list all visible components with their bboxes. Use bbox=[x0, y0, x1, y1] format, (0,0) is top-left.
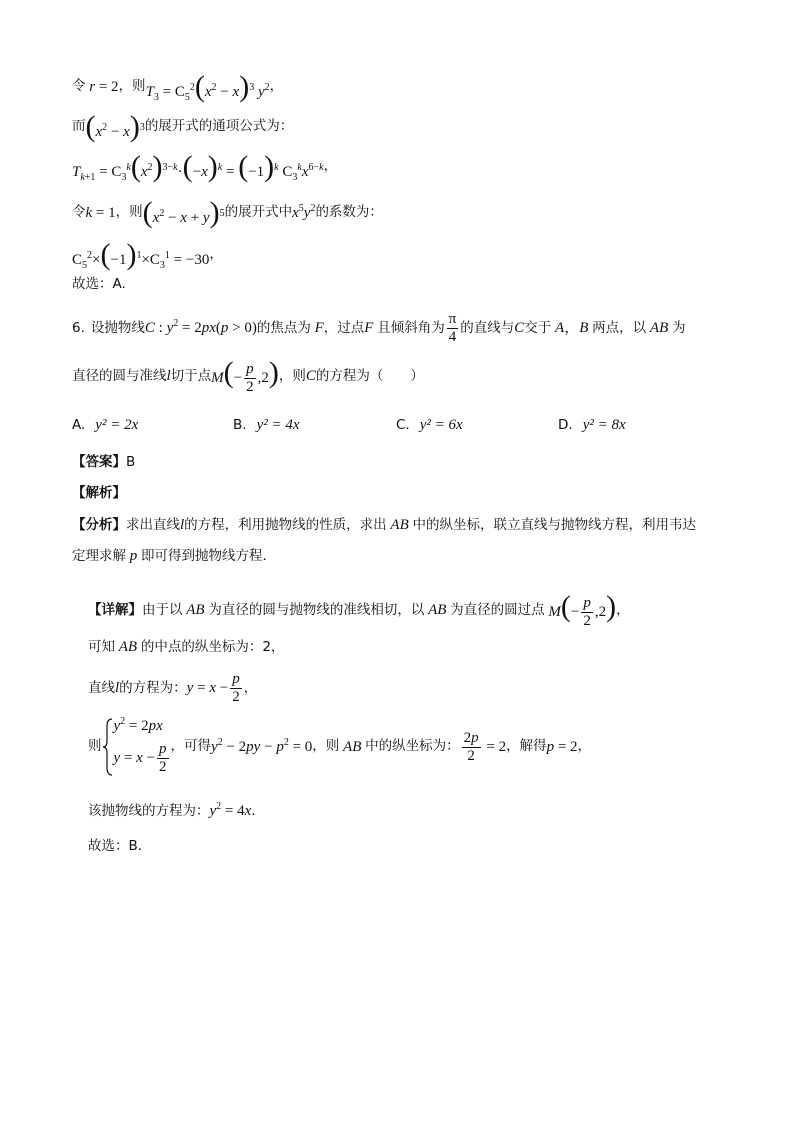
text: 的系数为： bbox=[315, 204, 383, 221]
text: 的展开式中 bbox=[224, 204, 293, 221]
option-expr: y² = 4x bbox=[256, 417, 300, 433]
option-expr: y² = 6x bbox=[419, 417, 463, 433]
math-AB: AB bbox=[115, 639, 141, 655]
math-l: l bbox=[166, 368, 171, 385]
text: ，过点 bbox=[323, 319, 365, 336]
detail-line-2 bbox=[88, 640, 284, 655]
math-x5y2: $x^5y^2$ bbox=[292, 202, 316, 221]
math-pi-over-4: $\frac{\pi}{4}$ bbox=[448, 311, 457, 345]
math-line-eq: y = x − $\frac{p}{2}$ bbox=[186, 671, 240, 705]
text: 的直线与 bbox=[460, 319, 515, 336]
text: ， bbox=[209, 246, 223, 263]
detail-line-3 bbox=[88, 672, 257, 705]
fenxi-tag: 【分析】 bbox=[72, 516, 126, 533]
answer-tag: 【答案】 bbox=[72, 454, 126, 470]
math-l: l bbox=[180, 517, 185, 533]
option-a bbox=[72, 418, 138, 433]
text: ，则 bbox=[312, 738, 340, 755]
math-F: F bbox=[310, 320, 324, 336]
math-quadratic: $y^2 - 2py - p^2 = 0$ bbox=[211, 736, 313, 755]
analysis-line-2 bbox=[72, 549, 276, 564]
analysis-line-1 bbox=[72, 518, 696, 533]
math-F: F bbox=[364, 320, 378, 336]
math-x2-x-y-5: $(x^2 - x + y)^5$ bbox=[142, 196, 225, 229]
text: 为 bbox=[671, 319, 686, 336]
line-general-term bbox=[72, 152, 337, 182]
text: ， bbox=[323, 158, 338, 175]
detail-line-6 bbox=[88, 840, 151, 854]
text: 为直径的圆与抛物线的准线相切，以 bbox=[208, 601, 425, 618]
math-AB: AB bbox=[182, 602, 209, 619]
text: 该抛物线的方程为： bbox=[88, 802, 210, 819]
math-A-B: A，B bbox=[551, 320, 593, 336]
text: 的方程，利用抛物线的性质，求出 bbox=[184, 516, 387, 533]
option-label: A. bbox=[72, 416, 86, 433]
text: 而 bbox=[72, 118, 86, 135]
math-r-eq-2: r = 2 bbox=[85, 78, 119, 95]
text: 可知 bbox=[88, 638, 115, 655]
equation-system bbox=[102, 718, 171, 776]
xiangjie-tag: 【详解】 bbox=[88, 601, 142, 618]
line-let-r bbox=[72, 72, 283, 102]
answer-line bbox=[72, 456, 135, 470]
math-l: l bbox=[115, 680, 120, 696]
line-expansion-intro bbox=[72, 112, 293, 142]
text: 故选：B． bbox=[88, 838, 152, 854]
text: ， bbox=[269, 78, 284, 95]
text: ，则 bbox=[118, 78, 146, 95]
text: ， bbox=[616, 601, 630, 618]
text: 由于以 bbox=[142, 601, 183, 618]
text: 的展开式的通项公式为： bbox=[144, 118, 294, 135]
math-AB: AB bbox=[339, 738, 366, 755]
math-mid-eq: $\frac{2p}{2}$ = 2 bbox=[463, 729, 507, 764]
text: ，可得 bbox=[170, 738, 212, 755]
math-p-eq-2: p = 2 bbox=[546, 738, 578, 755]
math-parabola: C : $y^2 = 2px(p > 0)$ bbox=[144, 318, 257, 336]
text: ，则 bbox=[278, 367, 306, 384]
option-label: B. bbox=[233, 416, 247, 433]
math-sys-eq2: y = x − $\frac{p}{2}$ bbox=[113, 741, 167, 775]
math-C: C bbox=[305, 368, 316, 385]
text: 定理求解 bbox=[72, 547, 126, 564]
detail-line-4 bbox=[88, 716, 592, 775]
math-AB: AB bbox=[386, 517, 413, 533]
option-b bbox=[233, 418, 300, 433]
option-expr: y² = 2x bbox=[95, 417, 139, 433]
math-AB: AB bbox=[424, 602, 451, 619]
text: ， bbox=[243, 679, 258, 696]
text: 令 bbox=[72, 204, 86, 221]
analysis-tag-line bbox=[72, 487, 126, 501]
math-final-eq: $y^2 = 4x$ bbox=[209, 801, 252, 819]
line-let-k bbox=[72, 198, 383, 228]
text: 且倾斜角为 bbox=[377, 319, 445, 336]
text: 中的纵坐标，联立直线与抛物线方程，利用韦达 bbox=[412, 516, 696, 533]
option-label: C. bbox=[396, 416, 410, 433]
text: 的中点的纵坐标为：2， bbox=[140, 638, 285, 655]
text: ， bbox=[577, 738, 592, 755]
math-AB: AB bbox=[646, 320, 672, 336]
math-point-M: M(− $\frac{p}{2}$ ,2) bbox=[211, 356, 279, 396]
text: 即可得到抛物线方程． bbox=[141, 547, 276, 564]
option-expr: y² = 8x bbox=[582, 417, 626, 433]
detail-line-1 bbox=[88, 592, 630, 629]
text: 交于 bbox=[524, 319, 552, 336]
math-point-M: M(− $\frac{p}{2}$ ,2) bbox=[544, 590, 617, 630]
analysis-tag: 【解析】 bbox=[72, 485, 126, 501]
option-d bbox=[558, 418, 626, 433]
left-brace bbox=[102, 718, 114, 776]
text: 为直径的圆过点 bbox=[450, 601, 545, 618]
text: ，则 bbox=[115, 204, 143, 221]
answer-value: B bbox=[126, 454, 136, 470]
math-coefficient: $C_5^2\times(-1)^1\times C_3^1 = -30$ bbox=[72, 238, 210, 271]
text: 设抛物线 bbox=[90, 319, 145, 336]
text: 则 bbox=[88, 738, 102, 755]
text: 故选：A. bbox=[72, 276, 126, 292]
text: 令 bbox=[72, 78, 86, 95]
math-p: p bbox=[126, 548, 141, 564]
option-label: D. bbox=[558, 416, 573, 433]
math-general-term: $T_{k+1} = C_3^k(x^2)^{3-k}\cdot(-x)^k = (-1)^k$ $C_3^kx^{6-k}$ bbox=[72, 150, 324, 183]
text: ． bbox=[251, 802, 265, 819]
text: ，解得 bbox=[506, 738, 547, 755]
math-x2-x-cubed: $(x^2 - x)^3$ bbox=[85, 110, 145, 143]
line-coefficient bbox=[72, 240, 223, 270]
text: 直径的圆与准线 bbox=[72, 367, 167, 384]
math-k-eq-1: k = 1 bbox=[85, 204, 116, 221]
text: 的方程为（ ） bbox=[315, 367, 424, 384]
question-6-line-1 bbox=[72, 312, 685, 345]
math-C: C bbox=[514, 320, 525, 336]
line-choose-a bbox=[72, 278, 126, 292]
detail-line-5 bbox=[88, 801, 265, 819]
math-sys-eq1: $y^2 = 2px$ bbox=[113, 716, 163, 734]
math-t3: $T_3 = C_5^2(x^2 - x)^3$ $y^2$ bbox=[145, 70, 270, 103]
question-6-line-2 bbox=[72, 358, 424, 395]
text: 切于点 bbox=[170, 367, 212, 384]
text: 的焦点为 bbox=[256, 319, 311, 336]
text: 求出直线 bbox=[126, 516, 180, 533]
question-number: 6. bbox=[72, 319, 85, 336]
text: 中的纵坐标为： bbox=[365, 738, 460, 755]
option-c bbox=[396, 418, 463, 433]
text: 两点，以 bbox=[592, 319, 647, 336]
text: 的方程为： bbox=[119, 679, 187, 696]
text: 直线 bbox=[88, 679, 115, 696]
